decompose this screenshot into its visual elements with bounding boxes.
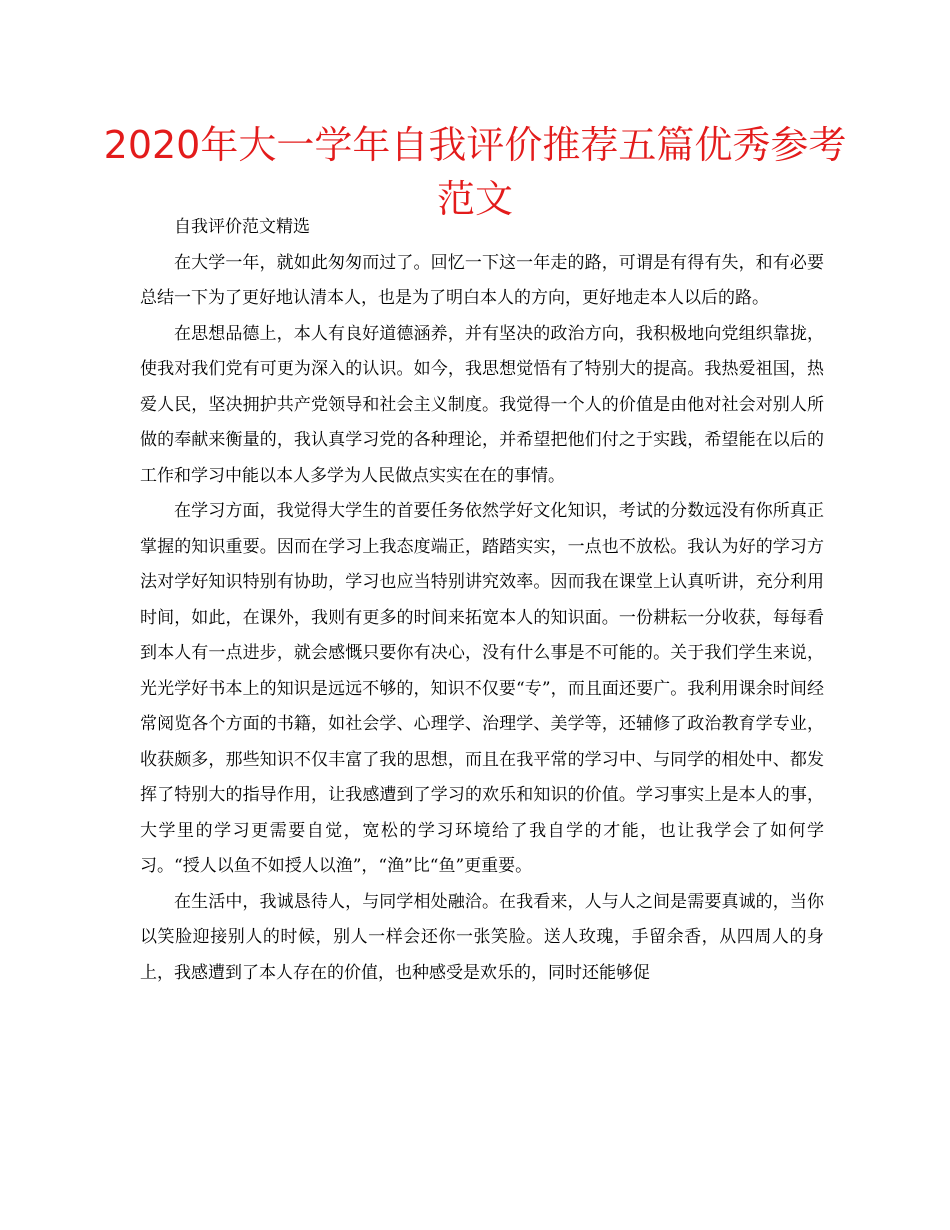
section-subheading: 自我评价范文精选: [174, 217, 310, 237]
paragraph-intro: 在大学一年，就如此匆匆而过了。回忆一下这一年走的路，可谓是有得有失，和有必要总结一下为了更好地认清本人，也是为了明白本人的方向，更好地走本人以后的路。: [140, 252, 824, 308]
paragraph-life: 在生活中，我诚恳待人，与同学相处融洽。在我看来，人与人之间是需要真诚的，当你以笑脸迎接别人的时候，别人一样会还你一张笑脸。送人玫瑰，手留余香，从四周人的身上，我感遭到了本人存在的价值，也种感受是欢乐的，同时还能够促: [140, 891, 824, 983]
paragraph-morality: 在思想品德上，本人有良好道德涵养，并有坚决的政治方向，我积极地向党组织靠拢，使我对我们党有可更为深入的认识。如今，我思想觉悟有了特别大的提高。我热爱祖国，热爱人民，坚决拥护共产党领导和社会主义制度。我觉得一个人的价值是由他对社会对别人所做的奉献来衡量的，我认真学习党的各种理论，并希望把他们付之于实践，希望能在以后的工作和学习中能以本人多学为人民做点实实在在的事情。: [140, 323, 824, 486]
paragraph-study: 在学习方面，我觉得大学生的首要任务依然学好文化知识，考试的分数远没有你所真正掌握的知识重要。因而在学习上我态度端正，踏踏实实，一点也不放松。我认为好的学习方法对学好知识特别有协助，学习也应当特别讲究效率。因而我在课堂上认真听讲，充分利用时间，如此，在课外，我则有更多的时间来拓宽本人的知识面。一份耕耘一分收获，每每看到本人有一点进步，就会感慨只要你有决心，没有什么事是不可能的。关于我们学生来说，光光学好书本上的知识是远远不够的，知识不仅要“专”，而且面还要广。我利用课余时间经常阅览各个方面的书籍，如社会学、心理学、治理学、美学等，还辅修了政治教育学专业，收获颇多，那些知识不仅丰富了我的思想，而且在我平常的学习中、与同学的相处中、都发挥了特别大的指导作用，让我感遭到了学习的欢乐和知识的价值。学习事实上是本人的事，大学里的学习更需要自觉，宽松的学习环境给了我自学的才能，也让我学会了如何学习。“授人以鱼不如授人以渔”，“渔”比“鱼”更重要。: [140, 501, 824, 876]
document-title: 2020年大一学年自我评价推荐五篇优秀参考范文: [103, 123, 847, 221]
document-body: [140, 210, 824, 991]
